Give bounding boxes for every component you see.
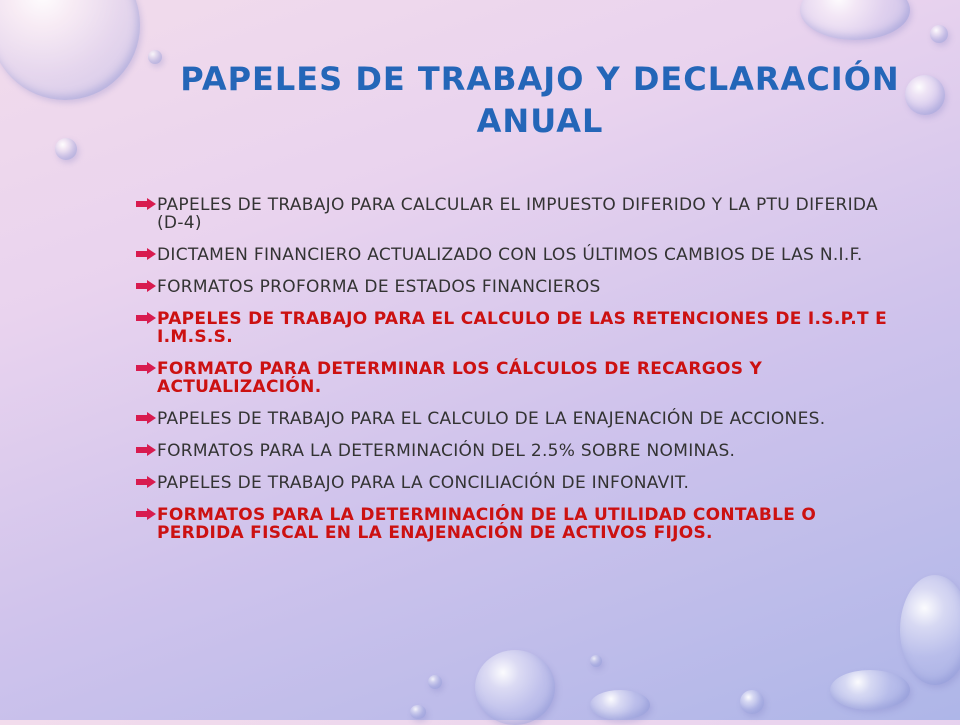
water-drop-decoration [905, 75, 945, 115]
arrow-right-icon [136, 198, 156, 210]
water-drop-decoration [148, 50, 162, 64]
slide-title: PAPELES DE TRABAJO Y DECLARACIÓN ANUAL [180, 60, 900, 140]
bullet-item [136, 196, 906, 232]
bullet-text: PAPELES DE TRABAJO PARA LA CONCILIACIÓN DE INFONAVIT. [157, 473, 690, 493]
arrow-right-icon [136, 444, 156, 456]
bullet-item-highlighted [136, 360, 906, 396]
bullet-text: PAPELES DE TRABAJO PARA EL CALCULO DE LAS RETENCIONES DE I.S.P.T E I.M.S.S. [157, 309, 887, 347]
bullet-text: PAPELES DE TRABAJO PARA CALCULAR EL IMPUESTO DIFERIDO Y LA PTU DIFERIDA (D-4) [157, 195, 878, 233]
water-drop-decoration [428, 675, 442, 689]
water-drop-decoration [410, 705, 426, 719]
arrow-right-icon [136, 248, 156, 260]
arrow-right-icon [136, 412, 156, 424]
water-drop-decoration [930, 25, 948, 43]
bullet-item [136, 442, 906, 460]
water-drop-decoration [590, 655, 602, 667]
bullet-text: FORMATO PARA DETERMINAR LOS CÁLCULOS DE RECARGOS Y ACTUALIZACIÓN. [157, 359, 763, 397]
bullet-item [136, 410, 906, 428]
bullet-text: DICTAMEN FINANCIERO ACTUALIZADO CON LOS ÚLTIMOS CAMBIOS DE LAS N.I.F. [157, 245, 863, 265]
water-drop-decoration [55, 138, 77, 160]
bullet-item-highlighted [136, 506, 906, 542]
bullet-text: FORMATOS PARA LA DETERMINACIÓN DEL 2.5% SOBRE NOMINAS. [157, 441, 736, 461]
bullet-text: FORMATOS PARA LA DETERMINACIÓN DE LA UTILIDAD CONTABLE O PERDIDA FISCAL EN LA ENAJENACIÓN DE ACTIVOS FIJOS. [157, 505, 817, 543]
bullet-item-highlighted [136, 310, 906, 346]
arrow-right-icon [136, 362, 156, 374]
bullet-list [136, 196, 906, 556]
arrow-right-icon [136, 280, 156, 292]
water-drop-decoration [900, 575, 960, 685]
water-drop-decoration [475, 650, 555, 725]
arrow-right-icon [136, 508, 156, 520]
arrow-right-icon [136, 312, 156, 324]
water-drop-decoration [590, 690, 650, 720]
bullet-item [136, 246, 906, 264]
water-drop-decoration [740, 690, 764, 714]
bullet-item [136, 474, 906, 492]
water-drop-decoration [800, 0, 910, 40]
water-drop-decoration [830, 670, 910, 710]
bullet-text: FORMATOS PROFORMA DE ESTADOS FINANCIEROS [157, 277, 601, 297]
bullet-item [136, 278, 906, 296]
bullet-text: PAPELES DE TRABAJO PARA EL CALCULO DE LA ENAJENACIÓN DE ACCIONES. [157, 409, 826, 429]
arrow-right-icon [136, 476, 156, 488]
water-drop-decoration [0, 0, 140, 100]
